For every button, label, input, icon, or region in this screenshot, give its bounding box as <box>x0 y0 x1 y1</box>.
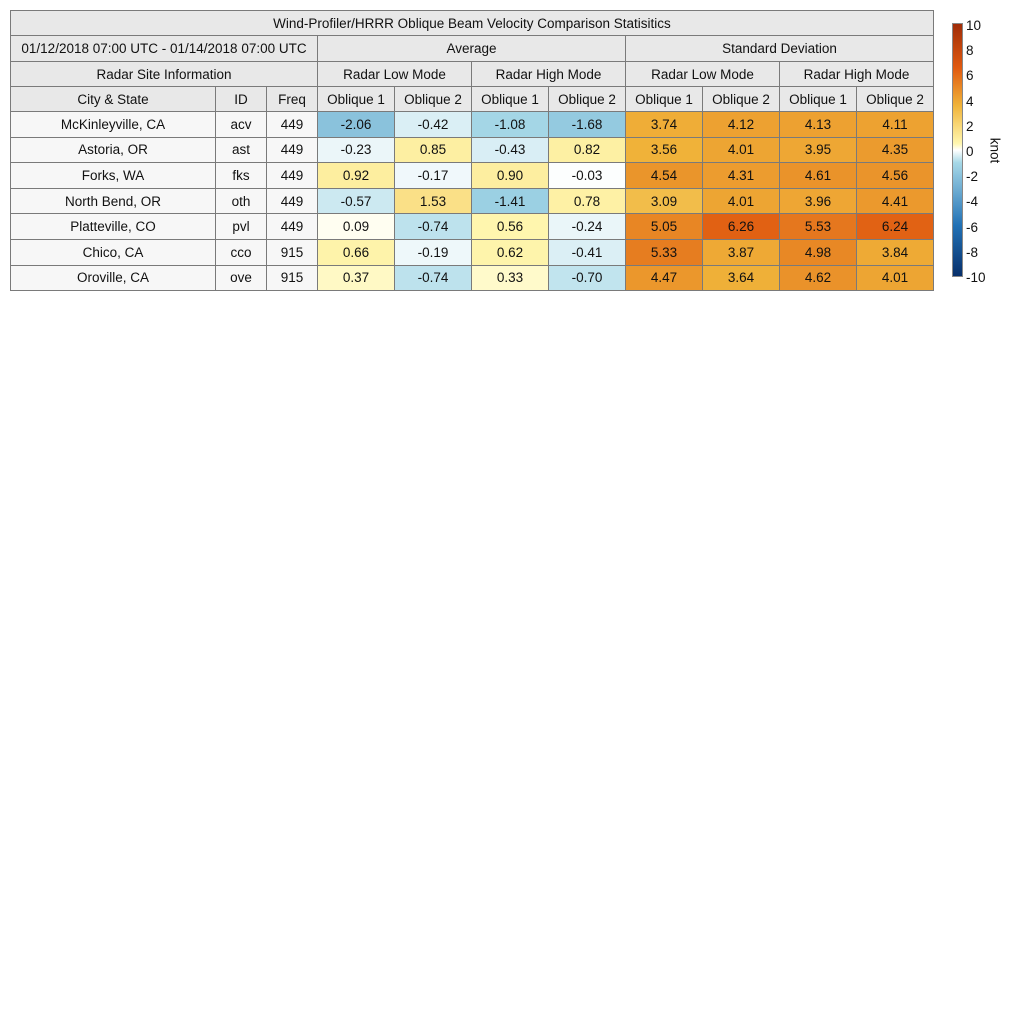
table-title: Wind-Profiler/HRRR Oblique Beam Velocity Comparison Statisitics <box>11 11 934 36</box>
value-cell: -0.24 <box>549 214 626 240</box>
colorbar <box>952 23 963 277</box>
site-city-cell: Astoria, OR <box>11 137 216 163</box>
value-cell: 0.82 <box>549 137 626 163</box>
oblique-column-header: Oblique 2 <box>549 87 626 112</box>
site-freq-cell: 915 <box>267 239 318 265</box>
table-row <box>11 188 934 214</box>
colorbar-tick-label: -6 <box>966 219 979 235</box>
value-cell: 4.61 <box>780 163 857 189</box>
value-cell: -0.03 <box>549 163 626 189</box>
colorbar-tick-label: 6 <box>966 68 974 84</box>
mode-header: Radar Low Mode <box>626 62 780 87</box>
value-cell: -0.43 <box>472 137 549 163</box>
colorbar-tick-label: -2 <box>966 169 979 185</box>
site-freq-cell: 449 <box>267 163 318 189</box>
value-cell: -0.42 <box>395 112 472 138</box>
site-id-cell: ove <box>216 265 267 291</box>
value-cell: 0.66 <box>318 239 395 265</box>
value-cell: 4.01 <box>703 188 780 214</box>
colorbar-tick-label: 10 <box>966 18 982 33</box>
value-cell: -0.74 <box>395 214 472 240</box>
colorbar-tick-label: -8 <box>966 244 979 260</box>
value-cell: -0.70 <box>549 265 626 291</box>
site-id-cell: cco <box>216 239 267 265</box>
table-row <box>11 137 934 163</box>
value-cell: 0.37 <box>318 265 395 291</box>
value-cell: 4.11 <box>857 112 934 138</box>
value-cell: 3.74 <box>626 112 703 138</box>
value-cell: 3.96 <box>780 188 857 214</box>
value-cell: 3.56 <box>626 137 703 163</box>
table-row <box>11 239 934 265</box>
value-cell: 0.56 <box>472 214 549 240</box>
value-cell: 5.33 <box>626 239 703 265</box>
value-cell: 4.62 <box>780 265 857 291</box>
table-row <box>11 265 934 291</box>
oblique-column-header: Oblique 1 <box>626 87 703 112</box>
city-column-header: City & State <box>11 87 216 112</box>
value-cell: 4.47 <box>626 265 703 291</box>
oblique-column-header: Oblique 1 <box>318 87 395 112</box>
site-city-cell: McKinleyville, CA <box>11 112 216 138</box>
oblique-column-header: Oblique 1 <box>472 87 549 112</box>
value-cell: 3.09 <box>626 188 703 214</box>
value-cell: 4.41 <box>857 188 934 214</box>
site-info-header: Radar Site Information <box>11 62 318 87</box>
value-cell: 3.64 <box>703 265 780 291</box>
date-range: 01/12/2018 07:00 UTC - 01/14/2018 07:00 UTC <box>11 36 318 62</box>
site-id-cell: ast <box>216 137 267 163</box>
mode-header: Radar High Mode <box>780 62 934 87</box>
colorbar-unit-label: knot <box>987 137 1003 164</box>
value-cell: 0.78 <box>549 188 626 214</box>
value-cell: 4.13 <box>780 112 857 138</box>
value-cell: 0.92 <box>318 163 395 189</box>
value-cell: -0.17 <box>395 163 472 189</box>
table-row <box>11 214 934 240</box>
value-cell: 4.98 <box>780 239 857 265</box>
value-cell: -0.19 <box>395 239 472 265</box>
site-city-cell: Oroville, CA <box>11 265 216 291</box>
site-id-cell: fks <box>216 163 267 189</box>
value-cell: -0.57 <box>318 188 395 214</box>
table-row <box>11 112 934 138</box>
value-cell: 0.85 <box>395 137 472 163</box>
value-cell: 0.33 <box>472 265 549 291</box>
average-header: Average <box>318 36 626 62</box>
table-row <box>11 163 934 189</box>
value-cell: 3.95 <box>780 137 857 163</box>
oblique-column-header: Oblique 1 <box>780 87 857 112</box>
colorbar-tick-label: 8 <box>966 43 974 59</box>
value-cell: 0.62 <box>472 239 549 265</box>
site-freq-cell: 449 <box>267 214 318 240</box>
mode-header: Radar Low Mode <box>318 62 472 87</box>
site-city-cell: Platteville, CO <box>11 214 216 240</box>
site-freq-cell: 449 <box>267 188 318 214</box>
oblique-column-header: Oblique 2 <box>395 87 472 112</box>
value-cell: 0.09 <box>318 214 395 240</box>
value-cell: 4.56 <box>857 163 934 189</box>
colorbar-tick-label: 0 <box>966 144 974 159</box>
site-id-cell: oth <box>216 188 267 214</box>
oblique-column-header: Oblique 2 <box>703 87 780 112</box>
value-cell: 4.12 <box>703 112 780 138</box>
value-cell: 4.35 <box>857 137 934 163</box>
value-cell: 4.54 <box>626 163 703 189</box>
colorbar-tick-label: 4 <box>966 93 974 109</box>
value-cell: 3.84 <box>857 239 934 265</box>
value-cell: -0.74 <box>395 265 472 291</box>
colorbar-tick-label: -10 <box>966 270 986 285</box>
value-cell: -1.41 <box>472 188 549 214</box>
value-cell: 4.01 <box>857 265 934 291</box>
value-cell: 3.87 <box>703 239 780 265</box>
colorbar-tick-label: -4 <box>966 194 979 210</box>
site-id-cell: acv <box>216 112 267 138</box>
oblique-column-header: Oblique 2 <box>857 87 934 112</box>
id-column-header: ID <box>216 87 267 112</box>
value-cell: 5.53 <box>780 214 857 240</box>
value-cell: -0.41 <box>549 239 626 265</box>
value-cell: -2.06 <box>318 112 395 138</box>
mode-header: Radar High Mode <box>472 62 626 87</box>
site-city-cell: Chico, CA <box>11 239 216 265</box>
std-dev-header: Standard Deviation <box>626 36 934 62</box>
value-cell: 5.05 <box>626 214 703 240</box>
site-freq-cell: 449 <box>267 137 318 163</box>
site-freq-cell: 915 <box>267 265 318 291</box>
colorbar-tick-label: 2 <box>966 118 974 134</box>
value-cell: -1.68 <box>549 112 626 138</box>
value-cell: -1.08 <box>472 112 549 138</box>
site-freq-cell: 449 <box>267 112 318 138</box>
site-city-cell: Forks, WA <box>11 163 216 189</box>
value-cell: 6.24 <box>857 214 934 240</box>
value-cell: 0.90 <box>472 163 549 189</box>
site-city-cell: North Bend, OR <box>11 188 216 214</box>
value-cell: 4.01 <box>703 137 780 163</box>
site-id-cell: pvl <box>216 214 267 240</box>
value-cell: 6.26 <box>703 214 780 240</box>
freq-column-header: Freq <box>267 87 318 112</box>
value-cell: 4.31 <box>703 163 780 189</box>
stats-table <box>10 10 934 291</box>
value-cell: -0.23 <box>318 137 395 163</box>
value-cell: 1.53 <box>395 188 472 214</box>
